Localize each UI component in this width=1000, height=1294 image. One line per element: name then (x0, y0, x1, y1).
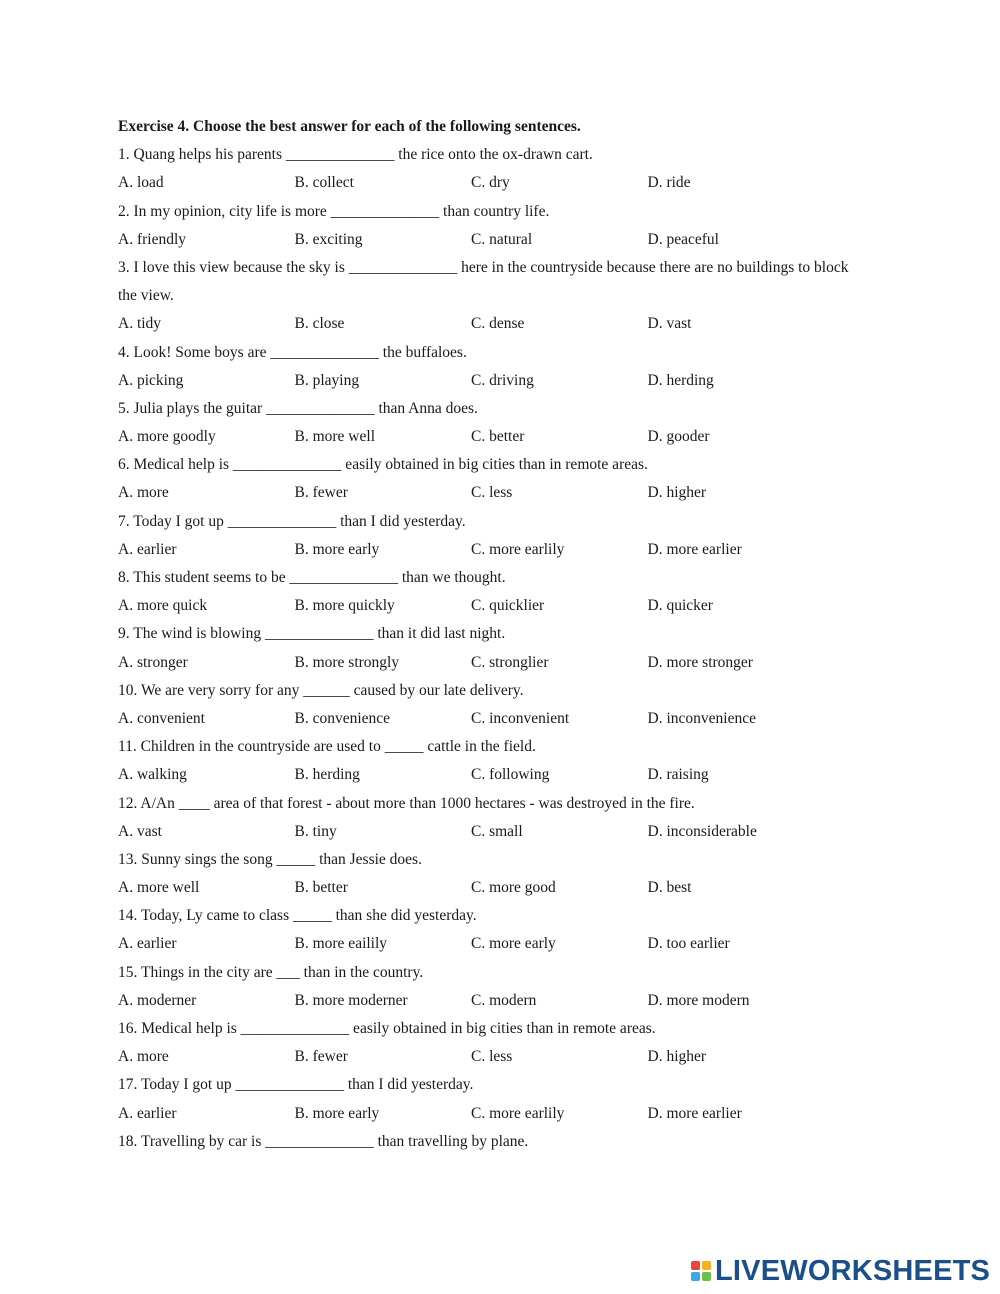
option-a[interactable]: A. more (118, 1048, 169, 1066)
option-d[interactable]: D. raising (647, 766, 709, 784)
question-10: 10. We are very sorry for any ______ caused by our late delivery. (118, 681, 524, 699)
option-b[interactable]: B. herding (294, 766, 360, 784)
question-3-continued: the view. (118, 287, 174, 305)
question-16: 16. Medical help is ______________ easily obtained in big cities than in remote areas. (118, 1020, 656, 1037)
question-5: 5. Julia plays the guitar ______________ than Anna does. (118, 399, 478, 417)
options-16 (118, 1043, 918, 1071)
option-d[interactable]: D. vast (647, 315, 692, 333)
question-15: 15. Things in the city are ___ than in the country. (118, 963, 424, 981)
logo-tile (702, 1261, 711, 1270)
option-c[interactable]: C. more early (471, 935, 556, 953)
option-c[interactable]: C. more earlily (471, 1104, 565, 1122)
option-b[interactable]: B. more eailily (294, 935, 388, 953)
question-1: 1. Quang helps his parents ______________ the rice onto the ox-drawn cart. (118, 146, 593, 164)
option-b[interactable]: B. convenience (294, 709, 391, 727)
option-d[interactable]: D. ride (647, 174, 691, 192)
logo-tile (691, 1261, 700, 1270)
option-b[interactable]: B. better (294, 879, 348, 897)
options-17 (118, 1100, 918, 1128)
question-7: 7. Today I got up ______________ than I did yesterday. (118, 512, 466, 530)
options-3 (118, 310, 918, 338)
option-d[interactable]: D. quicker (647, 597, 713, 615)
option-a[interactable]: A. friendly (118, 230, 187, 248)
option-c[interactable]: C. following (471, 766, 550, 784)
option-d[interactable]: D. more stronger (647, 653, 753, 671)
option-b[interactable]: B. close (294, 315, 345, 333)
question-18: 18. Travelling by car is ______________ than travelling by plane. (118, 1132, 529, 1150)
question-12: 12. A/An ____ area of that forest - about more than 1000 hectares - was destroyed in the fire. (118, 794, 695, 812)
option-b[interactable]: B. fewer (294, 484, 348, 502)
option-a[interactable]: A. moderner (118, 991, 197, 1009)
option-b[interactable]: B. more moderner (294, 991, 408, 1009)
question-17: 17. Today I got up ______________ than I did yesterday. (118, 1076, 474, 1094)
option-c[interactable]: C. dense (471, 315, 525, 333)
option-a[interactable]: A. more quick (118, 597, 208, 615)
option-c[interactable]: C. quicklier (471, 597, 545, 615)
option-b[interactable]: B. more quickly (294, 597, 395, 615)
logo-tile (702, 1272, 711, 1281)
option-d[interactable]: D. best (647, 879, 692, 897)
option-c[interactable]: C. more earlily (471, 540, 565, 558)
option-c[interactable]: C. stronglier (471, 653, 549, 671)
option-a[interactable]: A. vast (118, 822, 162, 840)
options-7 (118, 536, 918, 564)
option-a[interactable]: A. tidy (118, 315, 162, 333)
option-c[interactable]: C. inconvenient (471, 709, 570, 727)
option-d[interactable]: D. peaceful (647, 230, 719, 248)
option-d[interactable]: D. more modern (647, 991, 750, 1009)
option-a[interactable]: A. stronger (118, 653, 188, 671)
option-d[interactable]: D. inconvenience (647, 709, 756, 727)
option-c[interactable]: C. more good (471, 879, 556, 897)
worksheet-page (118, 113, 918, 1156)
option-d[interactable]: D. inconsiderable (647, 822, 757, 840)
option-c[interactable]: C. better (471, 428, 525, 446)
option-d[interactable]: D. higher (647, 1048, 707, 1066)
option-d[interactable]: D. more earlier (647, 540, 742, 558)
options-1 (118, 169, 918, 197)
options-13 (118, 874, 918, 902)
option-c[interactable]: C. small (471, 822, 523, 840)
options-6 (118, 479, 918, 507)
option-c[interactable]: C. less (471, 484, 513, 502)
option-b[interactable]: B. exciting (294, 230, 363, 248)
question-11: 11. Children in the countryside are used to _____ cattle in the field. (118, 738, 536, 756)
options-4 (118, 367, 918, 395)
option-d[interactable]: D. herding (647, 371, 714, 389)
option-a[interactable]: A. more goodly (118, 428, 216, 446)
option-c[interactable]: C. modern (471, 991, 537, 1009)
option-b[interactable]: B. more early (294, 1104, 380, 1122)
question-3: 3. I love this view because the sky is ______________ here in the countryside because there are no buildings to block (118, 258, 849, 276)
option-c[interactable]: C. dry (471, 174, 510, 192)
option-d[interactable]: D. higher (647, 484, 707, 502)
option-a[interactable]: A. convenient (118, 709, 205, 727)
question-9: 9. The wind is blowing ______________ than it did last night. (118, 625, 506, 643)
logo-text: LIVEWORKSHEETS (715, 1254, 991, 1287)
options-8 (118, 592, 918, 620)
question-6: 6. Medical help is ______________ easily obtained in big cities than in remote areas. (118, 456, 648, 474)
option-b[interactable]: B. playing (294, 371, 360, 389)
option-d[interactable]: D. gooder (647, 428, 710, 446)
options-12 (118, 818, 918, 846)
options-10 (118, 705, 918, 733)
question-4: 4. Look! Some boys are ______________ the buffaloes. (118, 343, 467, 361)
question-14: 14. Today, Ly came to class _____ than she did yesterday. (118, 907, 477, 925)
option-d[interactable]: D. more earlier (647, 1104, 742, 1122)
question-2: 2. In my opinion, city life is more ______________ than country life. (118, 202, 550, 220)
logo-tiles-icon (691, 1261, 711, 1281)
options-9 (118, 649, 918, 677)
options-5 (118, 423, 918, 451)
option-b[interactable]: B. tiny (294, 822, 337, 840)
logo-tile (691, 1272, 700, 1281)
option-c[interactable]: C. driving (471, 371, 534, 389)
option-b[interactable]: B. fewer (294, 1048, 348, 1066)
question-8: 8. This student seems to be ______________ than we thought. (118, 569, 506, 586)
option-a[interactable]: A. more (118, 484, 169, 502)
option-a[interactable]: A. load (118, 174, 164, 192)
options-15 (118, 987, 918, 1015)
option-b[interactable]: B. more strongly (294, 653, 400, 671)
option-a[interactable]: A. walking (118, 766, 187, 784)
option-a[interactable]: A. earlier (118, 935, 177, 953)
option-c[interactable]: C. less (471, 1048, 513, 1066)
option-d[interactable]: D. too earlier (647, 935, 730, 953)
exercise-heading: Exercise 4. Choose the best answer for each of the following sentences. (118, 118, 581, 135)
option-a[interactable]: A. earlier (118, 540, 177, 558)
option-a[interactable]: A. more well (118, 879, 200, 897)
liveworksheets-logo[interactable] (691, 1253, 990, 1289)
options-11 (118, 761, 918, 789)
option-a[interactable]: A. picking (118, 371, 184, 389)
options-14 (118, 930, 918, 958)
option-c[interactable]: C. natural (471, 230, 533, 248)
option-b[interactable]: B. more early (294, 540, 380, 558)
option-b[interactable]: B. collect (294, 174, 354, 192)
question-13: 13. Sunny sings the song _____ than Jessie does. (118, 850, 422, 868)
options-2 (118, 226, 918, 254)
option-a[interactable]: A. earlier (118, 1104, 177, 1122)
option-b[interactable]: B. more well (294, 428, 375, 446)
